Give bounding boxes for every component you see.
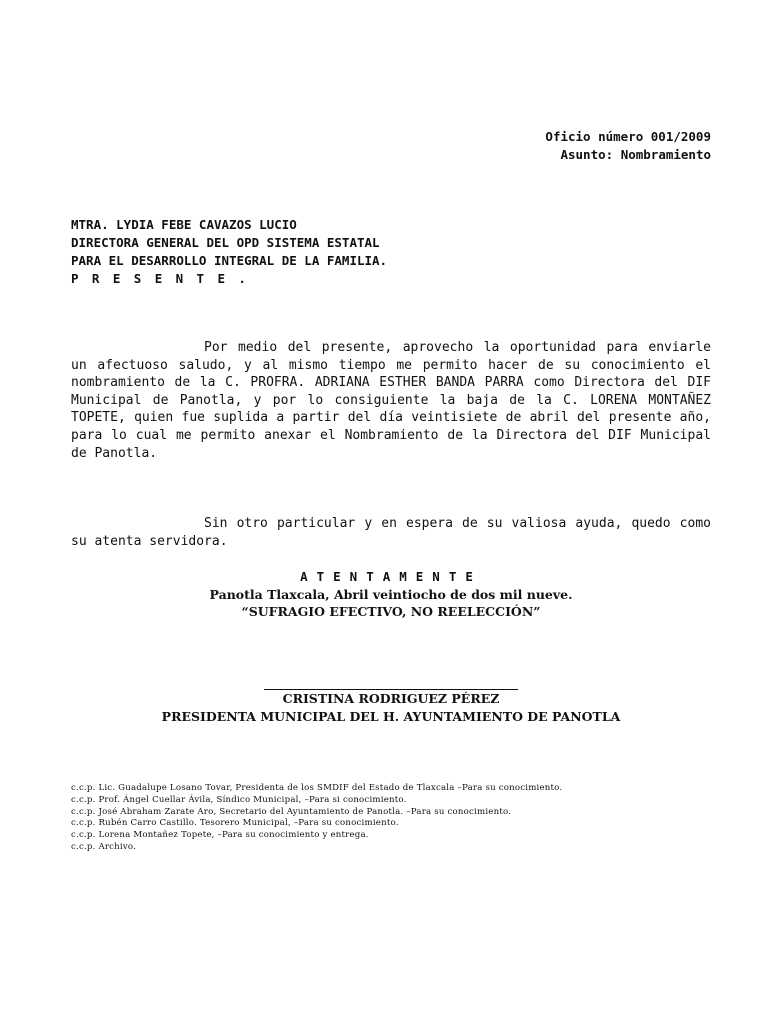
ccp-item: c.c.p. Prof. Ángel Cuellar Ávila, Síndico Municipal, –Para si conocimiento.	[71, 794, 407, 805]
body-paragraph-2: Sin otro particular y en espera de su valiosa ayuda, quedo como su atenta servidora.	[71, 516, 711, 549]
ccp-item: c.c.p. Lorena Montañez Topete, –Para su conocimiento y entrega.	[71, 830, 369, 841]
body-paragraph-1: Por medio del presente, aprovecho la oportunidad para enviarle un afectuoso saludo, y al mismo tiempo me permito hacer de su conocimiento el nombramiento de la C. PROFRA. ADRIANA ESTHER BANDA PARRA como Directora del DIF Municipal de Panotla, y por lo consiguiente la baja de la C. LORENA MONTAÑEZ TOPETE, quien fue suplida a partir del día veintisiete de abril del presente año, para lo cual me permito anexar el Nombramiento de la Directora del DIF Municipal de Panotla.	[71, 340, 711, 461]
atentamente: ATENTAMENTE	[300, 569, 482, 584]
place-date: Panotla Tlaxcala, Abril veintiocho de dos mil nueve.	[209, 586, 573, 602]
closing-block	[71, 568, 711, 621]
recipient-block	[71, 216, 387, 288]
ccp-item: c.c.p. Lic. Guadalupe Losano Tovar, Presidenta de los SMDIF del Estado de Tlaxcala –Para su conocimiento.	[71, 783, 563, 793]
signer-block	[71, 690, 711, 726]
motto: “SUFRAGIO EFECTIVO, NO REELECCIÓN”	[241, 604, 541, 619]
recipient-title-line2: PARA EL DESARROLLO INTEGRAL DE LA FAMILIA.	[71, 253, 388, 268]
ccp-item: c.c.p. Archivo.	[71, 841, 137, 852]
recipient-name: MTRA. LYDIA FEBE CAVAZOS LUCIO	[71, 217, 297, 232]
document-header	[545, 128, 711, 164]
asunto: Asunto: Nombramiento	[560, 147, 711, 162]
recipient-title-line1: DIRECTORA GENERAL DEL OPD SISTEMA ESTATAL	[71, 235, 380, 250]
ccp-item: c.c.p. José Abraham Zarate Aro, Secretario del Ayuntamiento de Panotla. –Para su conocimiento.	[71, 806, 512, 817]
signer-title: PRESIDENTA MUNICIPAL DEL H. AYUNTAMIENTO DE PANOTLA	[161, 709, 621, 724]
presente: PRESENTE.	[71, 271, 260, 286]
signer-name: CRISTINA RODRIGUEZ PÉREZ	[282, 691, 500, 706]
ccp-list	[71, 783, 562, 854]
oficio-number: Oficio número 001/2009	[545, 129, 711, 144]
ccp-item: c.c.p. Rubén Carro Castillo. Tesorero Municipal, –Para su conocimiento.	[71, 818, 399, 829]
